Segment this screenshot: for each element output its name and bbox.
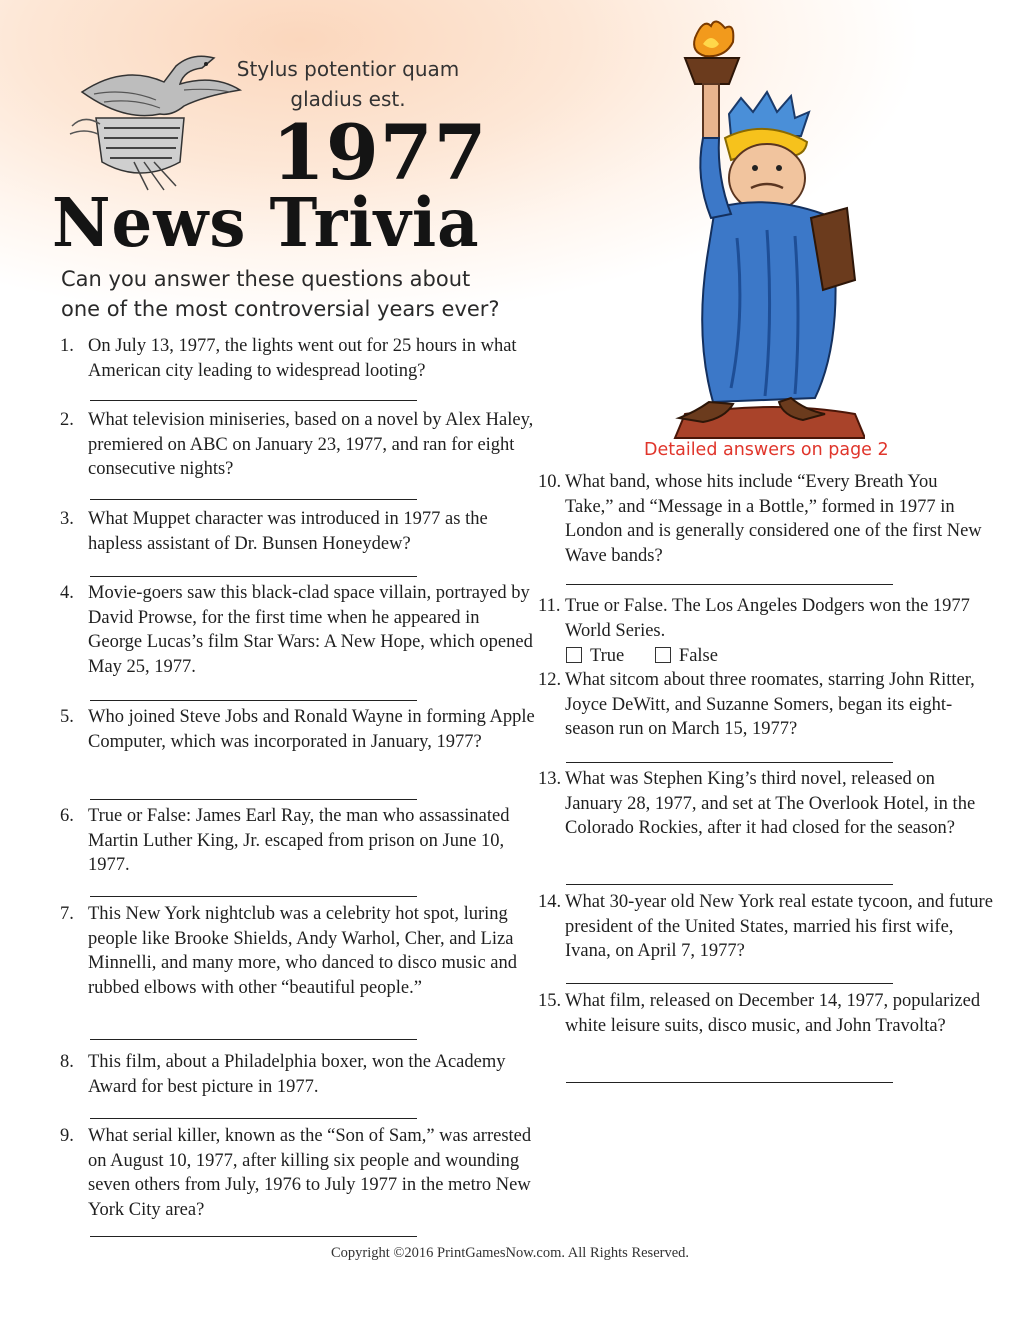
question-number: 6. — [60, 806, 74, 826]
answer-line-9[interactable] — [90, 1236, 417, 1237]
question-15 — [538, 989, 988, 1038]
question-number: 14. — [538, 892, 562, 912]
page-title: News Trivia — [52, 184, 480, 263]
question-2 — [60, 408, 535, 482]
copyright-notice: Copyright ©2016 PrintGamesNow.com. All Rights Reserved. — [330, 1245, 690, 1261]
answer-line-6[interactable] — [90, 896, 417, 897]
false-label: False — [678, 646, 718, 667]
question-number: 3. — [60, 509, 74, 529]
question-number: 15. — [538, 991, 562, 1011]
question-13 — [538, 767, 993, 841]
answer-line-2[interactable] — [90, 499, 417, 500]
question-text: True or False: James Earl Ray, the man who assassinated Martin Luther King, Jr. escaped from prison on June 10, 1977. — [88, 806, 510, 876]
question-number: 2. — [60, 410, 74, 430]
answer-line-3[interactable] — [90, 576, 417, 577]
question-number: 8. — [60, 1052, 74, 1072]
page-year: 1977 — [272, 108, 488, 197]
question-text: What 30-year old New York real estate tycoon, and future president of the United States, married his first wife, Ivana, on April 7, 1977? — [565, 892, 993, 962]
question-number: 5. — [60, 707, 74, 727]
answer-line-14[interactable] — [566, 983, 893, 984]
question-number: 4. — [60, 583, 74, 603]
question-10 — [538, 470, 988, 568]
question-text: This New York nightclub was a celebrity hot spot, luring people like Brooke Shields, Andy Warhol, Cher, and Liza Minnelli, and many more, who danced to disco music and rubbed elbows with other “beautiful people.” — [88, 904, 518, 998]
answer-line-13[interactable] — [566, 884, 893, 885]
question-9 — [60, 1124, 535, 1222]
false-option[interactable] — [655, 646, 718, 666]
latin-motto — [228, 54, 468, 114]
question-number: 10. — [538, 472, 562, 492]
true-false-options — [538, 644, 988, 669]
answer-line-7[interactable] — [90, 1039, 417, 1040]
answers-note: Detailed answers on page 2 — [644, 440, 889, 460]
question-number: 1. — [60, 336, 74, 356]
question-3 — [60, 507, 535, 556]
question-7 — [60, 902, 535, 1000]
eagle-emblem-icon — [64, 44, 244, 194]
answer-line-10[interactable] — [566, 584, 893, 585]
question-number: 9. — [60, 1126, 74, 1146]
motto-line-1: Stylus potentior quam — [236, 57, 460, 81]
question-number: 12. — [538, 670, 562, 690]
question-text: Movie-goers saw this black-clad space villain, portrayed by David Prowse, for the first time when he appeared in George Lucas’s film Star Wars: A New Hope, which opened May 25, 1977. — [88, 583, 533, 677]
question-text: What was Stephen King’s third novel, released on January 28, 1977, and set at The Overlook Hotel, in the Colorado Rockies, after it had closed for the season? — [565, 769, 976, 839]
true-label: True — [590, 646, 625, 667]
question-text: What film, released on December 14, 1977, popularized white leisure suits, disco music, and John Travolta? — [565, 991, 981, 1036]
intro-line-2: one of the most controversial years ever? — [61, 297, 500, 321]
question-text: This film, about a Philadelphia boxer, won the Academy Award for best picture in 1977. — [88, 1052, 506, 1097]
statue-of-liberty-illustration — [655, 18, 865, 443]
answer-line-8[interactable] — [90, 1118, 417, 1119]
question-4 — [60, 581, 535, 679]
question-1 — [60, 334, 535, 383]
true-checkbox[interactable] — [566, 647, 582, 663]
question-6 — [60, 804, 535, 878]
intro-text — [61, 264, 541, 324]
question-14 — [538, 890, 993, 964]
question-number: 7. — [60, 904, 74, 924]
question-12 — [538, 668, 988, 742]
question-text: True or False. The Los Angeles Dodgers won the 1977 World Series. — [565, 596, 970, 641]
question-number: 13. — [538, 769, 562, 789]
question-text: What Muppet character was introduced in 1977 as the hapless assistant of Dr. Bunsen Honeydew? — [88, 509, 488, 554]
question-text: On July 13, 1977, the lights went out for 25 hours in what American city leading to widespread looting? — [88, 336, 517, 381]
question-text: What television miniseries, based on a novel by Alex Haley, premiered on ABC on January 23, 1977, and ran for eight consecutive nights? — [88, 410, 534, 480]
question-text: What serial killer, known as the “Son of Sam,” was arrested on August 10, 1977, after killing six people and wounding seven others from July, 1976 to July 1977 in the metro New York City area? — [88, 1126, 532, 1220]
question-11 — [538, 594, 988, 669]
question-text: What sitcom about three roomates, starring John Ritter, Joyce DeWitt, and Suzanne Somers, began its eight-season run on March 15, 1977? — [565, 670, 975, 740]
question-text: What band, whose hits include “Every Breath You Take,” and “Message in a Bottle,” formed in 1977 in London and is generally considered one of the first New Wave bands? — [565, 472, 982, 566]
question-5 — [60, 705, 535, 754]
intro-line-1: Can you answer these questions about — [61, 267, 471, 291]
answer-line-1[interactable] — [90, 400, 417, 401]
question-text: Who joined Steve Jobs and Ronald Wayne in forming Apple Computer, which was incorporated in January, 1977? — [88, 707, 535, 752]
false-checkbox[interactable] — [655, 647, 671, 663]
true-option[interactable] — [566, 646, 624, 666]
question-number: 11. — [538, 596, 561, 616]
answer-line-15[interactable] — [566, 1082, 893, 1083]
answer-line-4[interactable] — [90, 700, 417, 701]
answer-line-12[interactable] — [566, 762, 893, 763]
question-8 — [60, 1050, 535, 1099]
answer-line-5[interactable] — [90, 799, 417, 800]
motto-line-2: gladius est. — [290, 87, 406, 111]
